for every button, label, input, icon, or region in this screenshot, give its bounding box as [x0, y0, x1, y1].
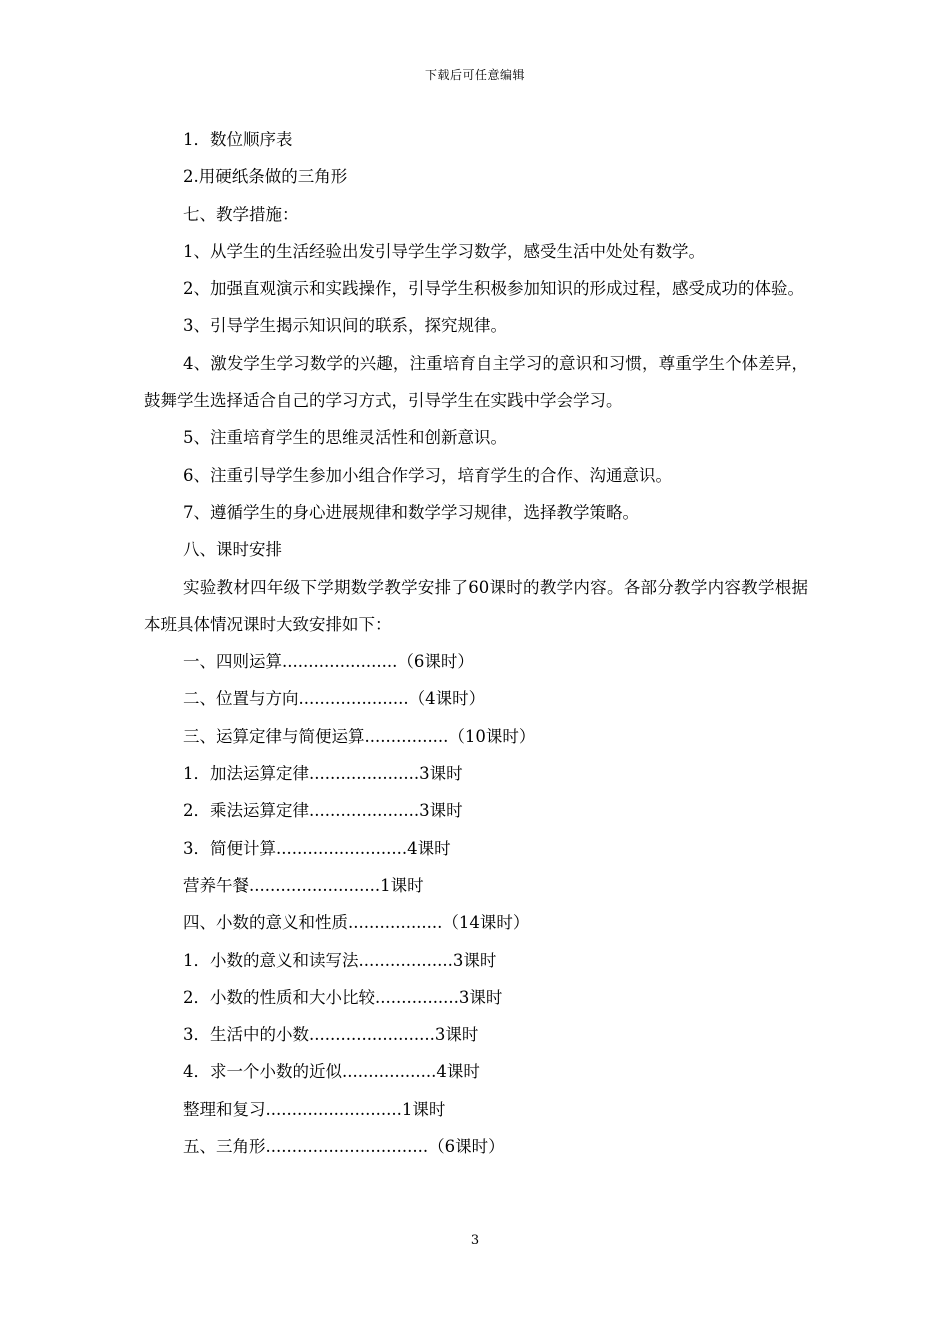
text-line: 2.用硬纸条做的三角形 — [183, 167, 348, 187]
schedule-subitem: 整理和复习..........................1课时 — [183, 1099, 446, 1119]
paragraph: 2、加强直观演示和实践操作，引导学生积极参加知识的形成过程，感受成功的体验。 — [183, 279, 804, 299]
page-header: 下载后可任意编辑 — [424, 68, 525, 82]
text-line: 3、引导学生揭示知识间的联系，探究规律。 — [183, 316, 507, 336]
paragraph: 4、激发学生学习数学的兴趣，注重培育自主学习的意识和习惯，尊重学生个体差异，鼓舞学生选择适合自己的学习方式，引导学生在实践中学会学习。 — [144, 353, 808, 411]
schedule-item: 四、小数的意义和性质..................（14课时） — [183, 913, 530, 933]
schedule-item: 五、三角形...............................（6课时） — [183, 1137, 505, 1157]
schedule-subitem: 1．小数的意义和读写法..................3课时 — [183, 950, 497, 970]
section-heading: 七、教学措施： — [183, 204, 299, 224]
schedule-subitem: 4．求一个小数的近似..................4课时 — [183, 1062, 480, 1082]
section-heading: 八、课时安排 — [183, 540, 282, 560]
schedule-item: 一、四则运算......................（6课时） — [183, 652, 474, 672]
document-body — [144, 121, 808, 1165]
schedule-item: 二、位置与方向.....................（4课时） — [183, 689, 486, 709]
text-line: 6、注重引导学生参加小组合作学习，培育学生的合作、沟通意识。 — [183, 465, 672, 485]
schedule-subitem: 3．生活中的小数........................3课时 — [183, 1025, 479, 1045]
text-line: 1、从学生的生活经验出发引导学生学习数学，感受生活中处处有数学。 — [183, 241, 705, 261]
schedule-subitem: 3．简便计算.........................4课时 — [183, 838, 451, 858]
text-line: 7、遵循学生的身心进展规律和数学学习规律，选择教学策略。 — [183, 502, 639, 522]
schedule-item: 三、运算定律与简便运算................（10课时） — [183, 726, 536, 746]
schedule-subitem: 营养午餐.........................1课时 — [183, 875, 424, 895]
schedule-subitem: 1．加法运算定律.....................3课时 — [183, 764, 463, 784]
schedule-subitem: 2．乘法运算定律.....................3课时 — [183, 801, 463, 821]
schedule-subitem: 2．小数的性质和大小比较................3课时 — [183, 987, 503, 1007]
paragraph: 实验教材四年级下学期数学教学安排了60课时的教学内容。各部分教学内容教学根据本班具体情况课时大致安排如下： — [144, 577, 808, 634]
text-line: 1．数位顺序表 — [183, 130, 293, 149]
page-number: 3 — [470, 1233, 480, 1248]
text-line: 5、注重培育学生的思维灵活性和创新意识。 — [183, 428, 507, 448]
